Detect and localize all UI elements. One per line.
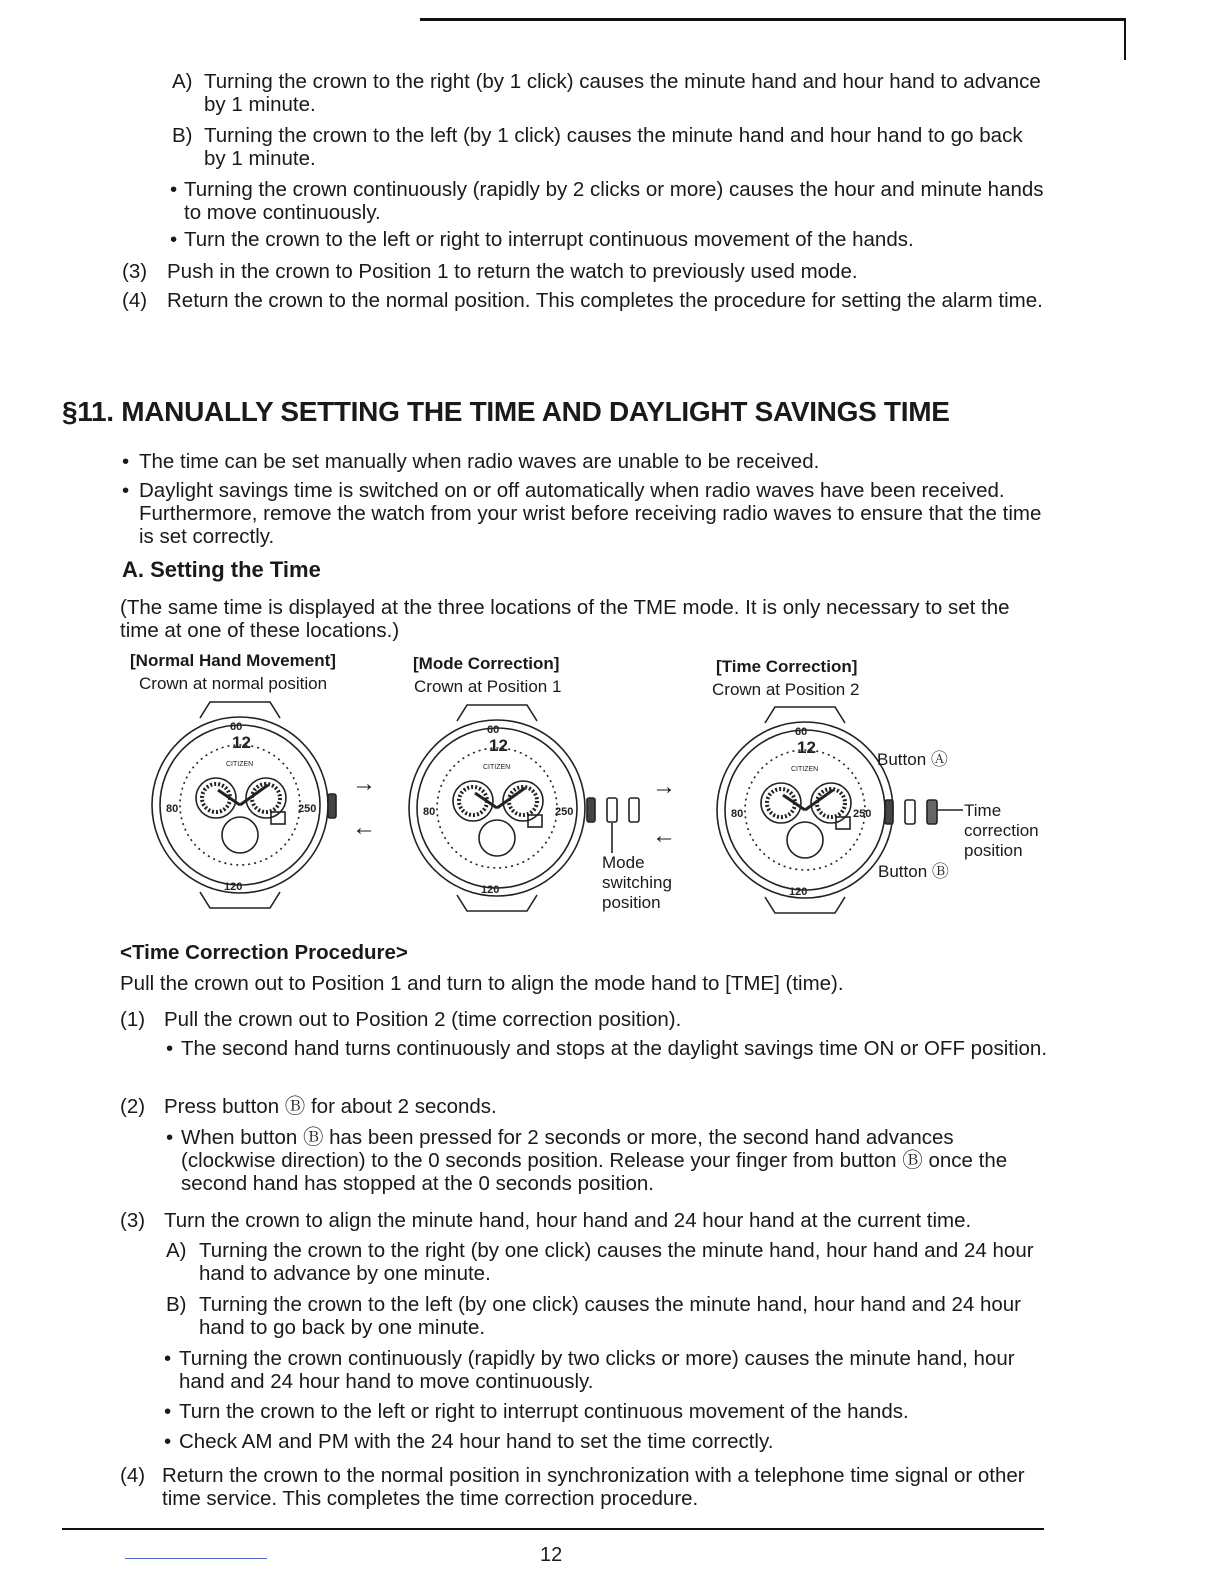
step-label: (3): [120, 1209, 146, 1232]
panel-title-mode: [Mode Correction]: [413, 654, 560, 673]
footer-line: [125, 1558, 267, 1559]
panel-title-normal: [Normal Hand Movement]: [130, 651, 336, 670]
step-text: Press button Ⓑ for about 2 seconds.: [164, 1095, 497, 1118]
bezel-120: 120: [789, 886, 808, 898]
step-text: Pull the crown out to Position 2 (time correction position).: [164, 1008, 682, 1031]
watch-normal-illustration: [138, 700, 348, 910]
bezel-80: 80: [423, 806, 436, 818]
time-correction-label: Time correction position: [964, 801, 1039, 860]
item-text: Turning the crown to the right (by one click) causes the minute hand, hour hand and 24 hour hand to advance by one minute.: [199, 1239, 1034, 1285]
arrow-left-icon: ←: [352, 814, 376, 841]
dial-brand: CITIZEN: [483, 764, 511, 771]
procedure-step-2: [120, 1095, 1048, 1118]
step-text: Push in the crown to Position 1 to return the watch to previously used mode.: [167, 260, 858, 283]
bullet-icon: •: [170, 178, 178, 201]
bullet-text: When button Ⓑ has been pressed for 2 seconds or more, the second hand advances (clockwise direction) to the 0 seconds position. Release your finger from button Ⓑ once the second hand has stopped at the 0 seconds position.: [181, 1126, 1008, 1195]
procedure-step-2-bullet: [166, 1126, 1048, 1195]
procedure-step-1-bullet: [166, 1037, 1048, 1060]
setting-time-intro: (The same time is displayed at the three locations of the TME mode. It is only necessary to set the time at one of these locations.): [120, 596, 1010, 642]
bullet-icon: •: [164, 1400, 172, 1423]
item-text: Turning the crown to the right (by 1 click) causes the minute hand and hour hand to advance by 1 minute.: [204, 70, 1041, 116]
dial-twelve: 12: [232, 733, 251, 752]
dial-brand: CITIZEN: [226, 761, 254, 768]
arrow-right-icon: →: [352, 770, 376, 797]
bullet-icon: •: [166, 1126, 174, 1149]
setting-time-heading: A. Setting the Time: [122, 557, 321, 582]
procedure-step-3-a: [166, 1239, 1048, 1285]
arrow-left-icon: ←: [652, 822, 676, 849]
procedure-step-4: [120, 1464, 1048, 1510]
alarm-bullet-1: [170, 178, 1047, 224]
bezel-80: 80: [166, 803, 179, 815]
alarm-item-b: [172, 124, 1047, 170]
alarm-bullet-2: [170, 228, 1047, 251]
step-label: (2): [120, 1095, 146, 1118]
bullet-text: Turning the crown continuously (rapidly by two clicks or more) causes the minute hand, hour hand and 24 hour hand to move continuously.: [179, 1347, 1015, 1393]
dial-twelve: 12: [489, 736, 508, 755]
bullet-text: The second hand turns continuously and stops at the daylight savings time ON or OFF position.: [181, 1037, 1048, 1060]
bezel-250: 250: [298, 803, 317, 815]
bullet-text: Check AM and PM with the 24 hour hand to set the time correctly.: [179, 1430, 774, 1453]
procedure-step-1: [120, 1008, 1048, 1031]
step-text: Turn the crown to align the minute hand, hour hand and 24 hour hand at the current time.: [164, 1209, 972, 1232]
item-label: B): [166, 1293, 187, 1316]
bullet-text: The time can be set manually when radio waves are unable to be received.: [139, 450, 820, 473]
bullet-icon: •: [166, 1037, 174, 1060]
dial-twelve: 12: [797, 738, 816, 757]
procedure-step-3-b: [166, 1293, 1048, 1339]
panel-subtitle-time: Crown at Position 2: [712, 680, 860, 699]
top-rule: [420, 18, 1126, 21]
bezel-60: 60: [487, 724, 500, 736]
item-label: A): [172, 70, 193, 93]
panel-subtitle-normal: Crown at normal position: [139, 674, 328, 693]
step-label: (3): [122, 260, 148, 283]
bullet-text: Turn the crown to the left or right to interrupt continuous movement of the hands.: [184, 228, 914, 251]
panel-subtitle-mode: Crown at Position 1: [414, 677, 562, 696]
bullet-icon: •: [164, 1430, 172, 1453]
bezel-60: 60: [230, 721, 243, 733]
procedure-heading: <Time Correction Procedure>: [120, 941, 408, 964]
right-rule: [1124, 20, 1126, 60]
alarm-step-4: [122, 289, 1047, 312]
alarm-step-3: [122, 260, 1047, 283]
step-text: Return the crown to the normal position in synchronization with a telephone time signal or other time service. This completes the time correction procedure.: [162, 1464, 1025, 1510]
step-text: Return the crown to the normal position. This completes the procedure for setting the alarm time.: [167, 289, 1043, 312]
button-a-label: Button Ⓐ: [877, 750, 948, 769]
item-text: Turning the crown to the left (by 1 click) causes the minute hand and hour hand to go back by 1 minute.: [204, 124, 1023, 170]
procedure-step-3-bullet-2: [164, 1400, 1048, 1423]
dial-brand: CITIZEN: [791, 766, 819, 773]
item-text: Turning the crown to the left (by one click) causes the minute hand, hour hand and 24 hour hand to go back by one minute.: [199, 1293, 1022, 1339]
bezel-120: 120: [224, 881, 243, 893]
bezel-250: 250: [853, 808, 872, 820]
bezel-250: 250: [555, 806, 574, 818]
procedure-intro: Pull the crown out to Position 1 and turn to align the mode hand to [TME] (time).: [120, 972, 844, 995]
page-number: 12: [540, 1544, 563, 1566]
watch-time-illustration: [705, 705, 965, 915]
item-label: A): [166, 1239, 187, 1262]
bullet-icon: •: [122, 479, 130, 502]
step-label: (4): [120, 1464, 146, 1487]
procedure-step-3: [120, 1209, 1048, 1232]
section-bullet-1: [122, 450, 1047, 473]
button-b-label: Button Ⓑ: [878, 862, 949, 881]
section-bullet-2: [122, 479, 1047, 548]
bullet-icon: •: [170, 228, 178, 251]
step-label: (4): [122, 289, 148, 312]
bullet-text: Daylight savings time is switched on or off automatically when radio waves have been received. Furthermore, remove the watch from your wrist before receiving radio waves to ensure that the time is set correctly.: [139, 479, 1042, 548]
arrow-right-icon: →: [652, 773, 676, 800]
procedure-step-3-bullet-1: [164, 1347, 1048, 1393]
mode-switching-label: Mode switching position: [602, 853, 672, 912]
procedure-step-3-bullet-3: [164, 1430, 1048, 1453]
panel-title-time: [Time Correction]: [716, 657, 858, 676]
bullet-icon: •: [164, 1347, 172, 1370]
bezel-60: 60: [795, 726, 808, 738]
section-title: §11. MANUALLY SETTING THE TIME AND DAYLIGHT SAVINGS TIME: [62, 396, 950, 427]
bullet-text: Turning the crown continuously (rapidly by 2 clicks or more) causes the hour and minute hands to move continuously.: [184, 178, 1044, 224]
bullet-text: Turn the crown to the left or right to interrupt continuous movement of the hands.: [179, 1400, 909, 1423]
item-label: B): [172, 124, 193, 147]
bullet-icon: •: [122, 450, 130, 473]
bottom-rule: [62, 1528, 1044, 1530]
bezel-120: 120: [481, 884, 500, 896]
step-label: (1): [120, 1008, 146, 1031]
alarm-item-a: [172, 70, 1047, 116]
bezel-80: 80: [731, 808, 744, 820]
